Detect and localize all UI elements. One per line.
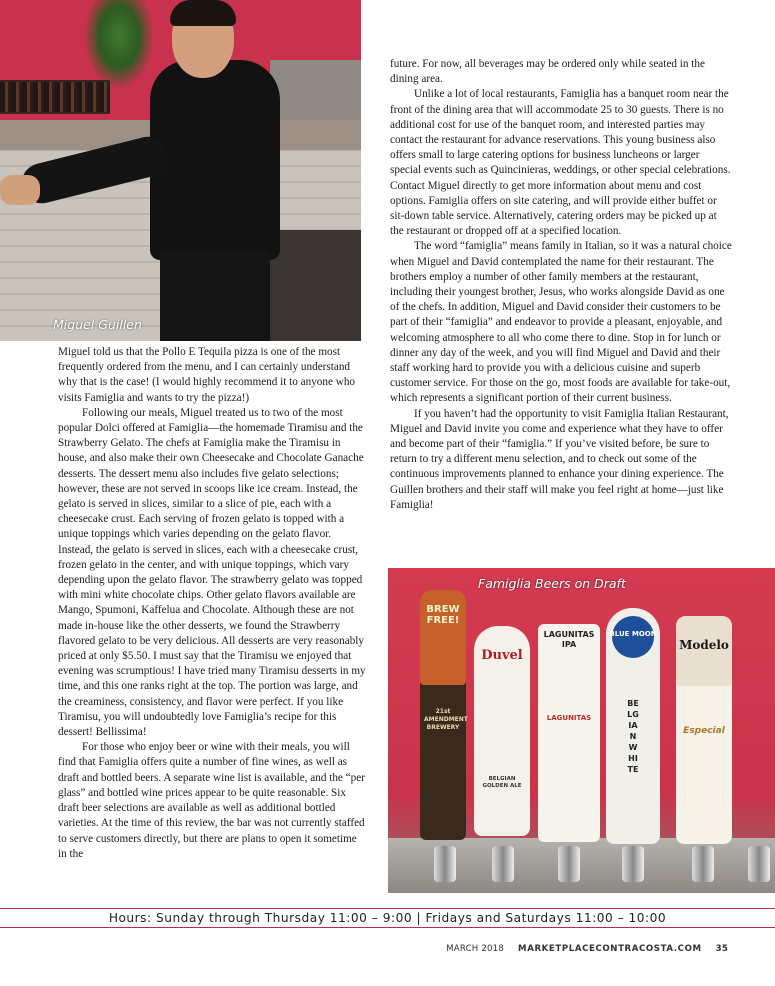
photo-person-hand	[0, 175, 40, 205]
miguel-guillen-photo	[0, 0, 361, 341]
article-paragraph: If you haven’t had the opportunity to visit Famiglia Italian Restaurant, Miguel and David invite you come and experience what they have to offer and become part of their “famiglia.” If you’ve visited before, be sure to return to try a different menu selection, and to check out some of the continuous improvements planned to enhance your dining experience. The Guillen brothers and their staff will make you feel right at home—just like Famiglia!	[390, 407, 729, 511]
beer-tap-handle	[474, 626, 530, 836]
beer-tap-handle	[676, 616, 732, 844]
tap-sublabel: LAGUNITAS	[546, 714, 592, 722]
tap-sublabel: Especial	[683, 726, 725, 736]
article-paragraph: Unlike a lot of local restaurants, Famiglia has a banquet room near the front of the dining area that will accommodate 25 to 30 guests. There is no additional cost for use of the banquet room, and interested parties may contact the restaurant for advance reservations. This young business also offers small to large catering options for business luncheons or larger special events such as Quincinieras, weddings, or other special celebrations. Contact Miguel directly to get more information about menu and cost options. Famiglia offers on site catering, and will provide either buffet or sit-down table service. Alternatively, catering orders may be picked up at the restaurant or dropped off at a specified location.	[390, 88, 731, 238]
beer-faucet	[434, 846, 456, 882]
beers-photo-caption: Famiglia Beers on Draft	[478, 576, 626, 591]
photo-kitchen-shelf	[270, 60, 361, 120]
beer-tap-handle	[606, 608, 660, 844]
beers-on-draft-photo	[388, 568, 775, 893]
tap-label: BLUE MOON	[609, 630, 657, 638]
miguel-photo-caption: Miguel Guillen	[53, 317, 142, 332]
article-paragraph: future. For now, all beverages may be ordered only while seated in the dining area.	[390, 58, 705, 86]
tap-sublabel: BELGIAN WHITE	[627, 699, 639, 774]
beer-faucet	[558, 846, 580, 882]
footer-issue-date: MARCH 2018	[446, 944, 505, 954]
article-paragraph: Following our meals, Miguel treated us to two of the most popular Dolci offered at Famiglia—the homemade Tiramisu and the Strawberry Gelato. The chefs at Famiglia make the Tiramisu in house, and also make their own Cheesecake and Chocolate Ganache desserts. The dessert menu also includes five gelato selections; however, these are not served in scoops like ice cream. Instead, the gelato is served in slices, similar to a slice of pie, each with a cheesecake crust. Each serving of frozen gelato is topped with a unique toppings which varies depending on the gelato flavor. Instead, the gelato is served in slices, each with a cheesecake crust, frozen gelato in the center, and with unique toppings, which vary depending upon the gelato flavor. The strawberry gelato was topped with mini white chocolate chips. Other gelato flavors available are Mango, Spumoni, Kaffelua and Chocolate. Although these are not made in-house like the other desserts, we found the Strawberry flavored gelato to be very delicious. All desserts are very reasonably priced at only $5.50. I must say that the Tiramisu we enjoyed that evening was scrumptious! I have tried many Tiramisu desserts in my time, and this one ranks right at the top. The portion was large, and the creaminess, consistency, and flavor were perfect. If you like Tiramisu, you will undoubtedly love Famiglia’s recipe for this dessert! Bellissima!	[58, 406, 366, 739]
page-number: 35	[715, 944, 728, 954]
footer-website: MARKETPLACECONTRACOSTA.COM	[518, 944, 702, 954]
tap-sublabel: 21st AMENDMENT BREWERY	[424, 708, 468, 731]
page-footer	[446, 944, 728, 954]
photo-plant	[84, 0, 154, 90]
article-paragraph: The word “famiglia” means family in Italian, so it was a natural choice when Miguel and David contemplated the name for their restaurant. The brothers employ a number of other family members at the restaurant, including their youngest brother, Jesus, who works alongside David as one of the chefs. In addition, Miguel and David consider their customers to be part of their “famiglia” and endeavor to provide a pleasant, enjoyable, and welcoming atmosphere to all who come there to dine. Stop in for lunch or dinner any day of the week, and you will find Miguel and David and their staff working hard to provide you with a delicious cuisine and superb customer service. For those on the go, most foods are available for take-out, which represents a significant portion of their current business.	[390, 240, 732, 405]
tap-label: LAGUNITAS IPA	[543, 630, 595, 649]
tap-label: BREW FREE!	[426, 604, 460, 626]
photo-person-body	[150, 60, 280, 260]
hours-bar: Hours: Sunday through Thursday 11:00 – 9:00 | Fridays and Saturdays 11:00 – 10:00	[0, 908, 775, 928]
tap-label: Duvel	[481, 648, 523, 663]
article-left-column	[58, 345, 366, 862]
article-right-column	[390, 57, 732, 513]
beer-faucet	[622, 846, 644, 882]
beer-faucet	[748, 846, 770, 882]
beer-faucet	[492, 846, 514, 882]
article-paragraph: For those who enjoy beer or wine with their meals, you will find that Famiglia offers quite a number of fine wines, as well as draft and bottled beers. A separate wine list is available, and the “per glass” and bottled wine prices appear to be quite reasonable. Six draft beer selections are available as well as additional bottled varieties. At the time of this review, the bar was not currently staffed to serve customers directly, but there are plans to open it sometime in the	[58, 741, 365, 860]
photo-person-legs	[160, 250, 270, 341]
article-paragraph: Miguel told us that the Pollo E Tequila pizza is one of the most frequently ordered from the menu, and I can certainly understand why that is the case! (I would highly recommend it to anyone who visits Famiglia and wants to try the pizza!)	[58, 346, 356, 404]
tap-label: Modelo	[679, 638, 729, 652]
beer-tap-handle	[538, 624, 600, 842]
tap-sublabel: BELGIAN GOLDEN ALE	[482, 776, 522, 789]
photo-wine-bottles	[0, 82, 110, 112]
beer-faucet	[692, 846, 714, 882]
beer-tap-handle	[420, 590, 466, 840]
photo-person-hair	[170, 0, 236, 26]
